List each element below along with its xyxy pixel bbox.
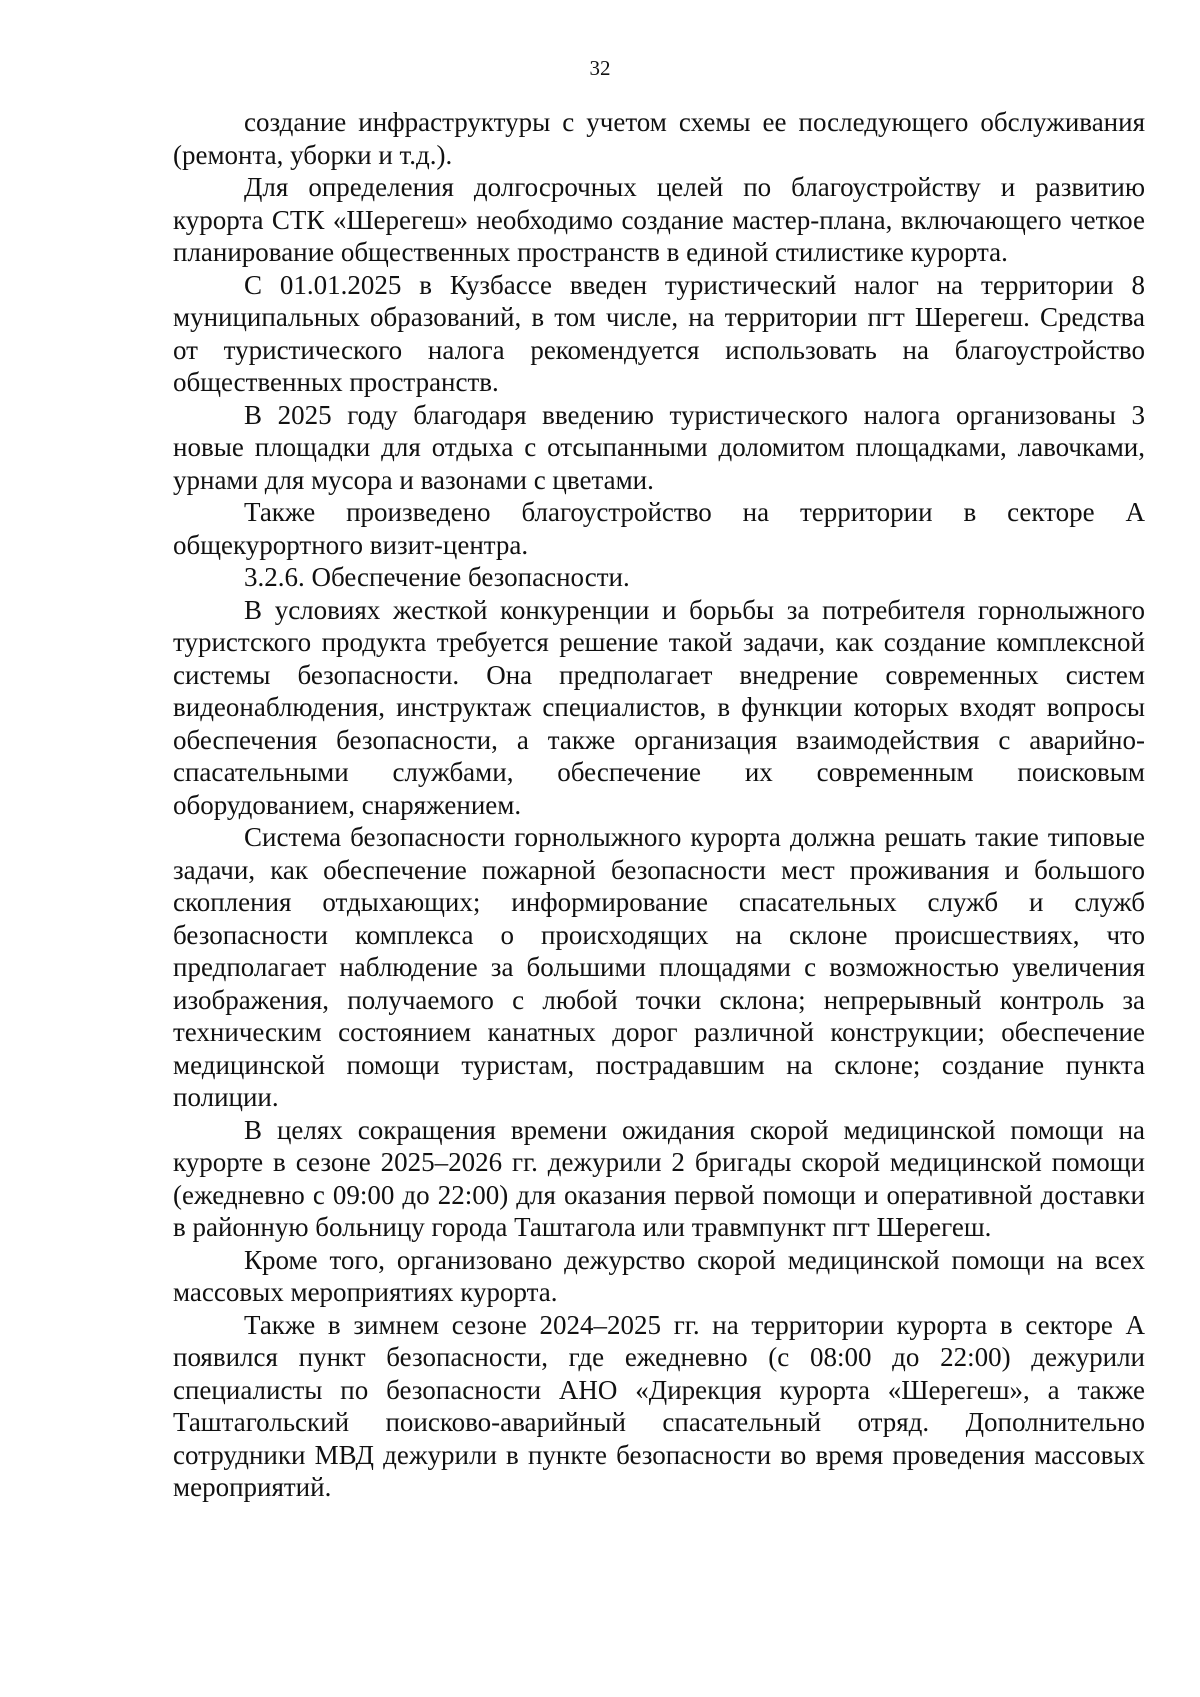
paragraph-security-point: Также в зимнем сезоне 2024–2025 гг. на территории курорта в секторе А появился пункт безопасности, где ежедневно (с 08:00 до 22:00) дежурили специалисты по безопасности АНО «Дирекция курорта «Шерегеш», а также Таштагольский поисково-аварийный спасательный отряд. Дополнительно сотрудники МВД дежурили в пункте безопасности во время проведения массовых мероприятий. <box>173 1309 1145 1502</box>
paragraph-security-system: В условиях жесткой конкуренции и борьбы за потребителя горнолыжного туристского продукта требуется решение такой задачи, как создание комплексной системы безопасности. Она предполагает внедрение современных систем видеонаблюдения, инструктаж специалистов, в функции которых входят вопросы обеспечения безопасности, а также организация взаимодействия с аварийно-спасательными службами, обеспечение их современным поисковым оборудованием, снаряжением. <box>173 594 1145 820</box>
paragraph-tourist-tax: С 01.01.2025 в Кузбассе введен туристический налог на территории 8 муниципальных образований, в том числе, на территории пгт Шерегеш. Средства от туристического налога рекомендуется использовать на благоустройство общественных пространств. <box>173 269 1145 397</box>
paragraph-visit-center: Также произведено благоустройство на территории в секторе А общекурортного визит-центра. <box>173 497 1145 560</box>
section-heading: 3.2.6. Обеспечение безопасности. <box>244 562 630 592</box>
paragraph-continuation: создание инфраструктуры с учетом схемы ее последующего обслуживания (ремонта, уборки и т.д.). <box>173 107 1145 170</box>
body-text <box>173 106 1145 1504</box>
paragraph-security-tasks: Система безопасности горнолыжного курорта должна решать такие типовые задачи, как обеспечение пожарной безопасности мест проживания и большого скопления отдыхающих; информирование спасательных служб и служб безопасности комплекса о происходящих на склоне происшествиях, что предполагает наблюдение за большими площадями с возможностью увеличения изображения, получаемого с любой точки склона; непрерывный контроль за техническим состоянием канатных дорог различной конструкции; обеспечение медицинской помощи туристам, пострадавшим на склоне; создание пункта полиции. <box>173 822 1145 1112</box>
page-number: 32 <box>589 56 611 80</box>
paragraph-master-plan: Для определения долгосрочных целей по благоустройству и развитию курорта СТК «Шерегеш» необходимо создание мастер-плана, включающего четкое планирование общественных пространств в единой стилистике курорта. <box>173 172 1145 267</box>
paragraph-rest-areas: В 2025 году благодаря введению туристического налога организованы 3 новые площадки для отдыха с отсыпанными доломитом площадками, лавочками, урнами для мусора и вазонами с цветами. <box>173 399 1145 495</box>
paragraph-events-duty: Кроме того, организовано дежурство скорой медицинской помощи на всех массовых мероприятиях курорта. <box>173 1244 1145 1307</box>
paragraph-ambulance: В целях сокращения времени ожидания скорой медицинской помощи на курорте в сезоне 2025–2026 гг. дежурили 2 бригады скорой медицинской помощи (ежедневно с 09:00 до 22:00) для оказания первой помощи и оперативной доставки в районную больницу города Таштагола или травмпункт пгт Шерегеш. <box>173 1114 1145 1242</box>
